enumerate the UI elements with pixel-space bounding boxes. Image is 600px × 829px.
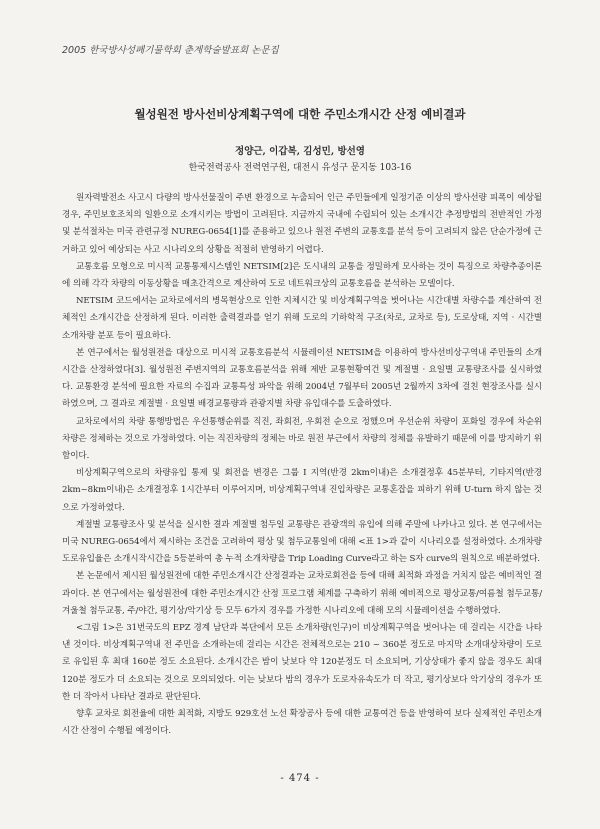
page-number: - 474 - [280,773,320,784]
body-paragraph-1: 원자력발전소 사고시 다량의 방사선물질이 주변 환경으로 누출되어 인근 주민들에게 일정기준 이상의 방사선량 피폭이 예상될 경우, 주민보호조치의 일환으로 소개시키는 방법이 고려된다. 지금까지 국내에 수립되어 있는 소개시간 추정방법의 전반적인 가정 및 분석절차는 미국 관련규정 NUREG-0654[1]를 준용하고 있으나 원전 주변의 교통호를 분석 등이 고려되지 않은 단순가정에 근거하고 있어 예상되는 사고 시나리오의 상황을 적절히 반영하기 어렵다. [62,193,542,255]
body-paragraph-8: 본 논문에서 제시된 월성원전에 대한 주민소개시간 산정결과는 교차로회전을 등에 대해 최적화 과정을 거치지 않은 예비적인 결과이다. 본 연구에서는 월성원전에 대한 주민소개시간 산정 프로그램 체계를 구축하기 위해 예비적으로 평상교통/여름철 첨두교통/겨울철 첨두교통, 주/야간, 평기상/악기상 등 모두 6가지 경우를 가정한 시나리오에 대해 모의 시뮬레이션을 수행하였다. [62,571,542,616]
body-paragraph-10: 향후 교차로 회전율에 대한 최적화, 지방도 929호선 노선 확장공사 등에 대한 교통여건 등을 반영하여 보다 실제적인 주민소개시간 산정이 수행될 예정이다. [62,709,542,737]
affiliation: 한국전력공사 전력연구원, 대전시 유성구 문지동 103-16 [188,163,412,173]
body-paragraph-3: NETSIM 코드에서는 교차로에서의 병목현상으로 인한 지체시간 및 비상계획구역을 벗어나는 시간대별 차량수를 계산하여 전체적인 소개시간을 산정하게 된다. 이러한 출력결과를 얻기 위해 도로의 기하학적 구조(차로, 교차로 등), 도로상태, 지역 · 시간별 소개차량 분포 등이 필요하다. [62,296,542,341]
running-header: 2005 한국방사성폐기물학회 춘계학술발표회 논문집 [62,45,279,56]
body-paragraph-7: 계절별 교통량조사 및 분석을 실시한 결과 계절별 첨두일 교통량은 관광객의 유입에 의해 주말에 나카나고 있다. 본 연구에서는 미국 NUREG-0654에서 제시하는 조건을 고려하여 평상 및 첨두교통일에 대해 <표 1>과 같이 시나리오를 설정하였다. 소개차량 도로유입율은 소개시작시간을 5등분하여 총 누적 소개차량을 Trip Loading Curve라고 하는 S자 curve의 원칙으로 배분하였다. [62,519,542,565]
body-paragraph-5: 교차로에서의 차량 통행방법은 우선통행순위를 직진, 좌회전, 우회전 순으로 정했으며 우선순위 차량이 포화일 경우에 차순위 차량은 정체하는 것으로 가정하였다. 이는 직진차량의 정체는 바로 원전 부근에서 차량의 정체를 유발하기 때문에 이를 방지하기 위함이다. [62,416,542,462]
body-paragraph-6: 비상계획구역으로의 차량유입 통제 및 회전을 변경은 그룹 I 지역(반경 2km이내)은 소개결정후 45분부터, 기타지역(반경 2km~8km이내)은 소개결정후 1시간부터 이루어지며, 비상계획구역내 진입차량은 교통혼잡을 피하기 위해 U-turn 하지 않는 것으로 가정하였다. [62,468,542,513]
body-paragraph-9: <그림 1>은 31번국도의 EPZ 경계 남단과 북단에서 모든 소개차량(인구)이 비상계획구역을 벗어나는 데 걸리는 시간을 나타낸 것이다. 비상계획구역내 전 주민을 소개하는데 걸리는 시간은 전체적으로는 210 ~ 360분 정도로 마지막 소개대상차량이 도로로 유입된 후 최대 160분 정도 소요된다. 소개시간은 밤이 낮보다 약 120분정도 더 소요되며, 기상상태가 좋지 않을 경우도 최대 120분 정도가 더 소요되는 것으로 모의되었다. 이는 낮보다 밤의 경우가 도로자유속도가 더 작고, 평기상보다 악기상의 경우가 또한 더 작아서 나타난 결과로 판단된다. [62,623,542,702]
paper-title: 월성원전 방사선비상계획구역에 대한 주민소개시간 산정 예비결과 [134,107,466,121]
abstract-body [62,190,542,741]
author-list: 정양근, 이갑복, 김성민, 방선영 [235,146,365,157]
body-paragraph-4: 본 연구에서는 월성원전을 대상으로 미시적 교통호름분석 시뮬레이션 NETSIM을 이용하여 방사선비상구역내 주민들의 소개시간을 산정하였다[3]. 월성원전 주변지역의 교통호름분석을 위해 제반 교통현황여건 및 계절별 · 요일별 교통량조사를 실시하였다. 교통환경 분석에 필요한 자료의 수집과 교통특성 파악을 위해 2004년 7월부터 2005년 2월까지 3차에 걸친 현장조사를 실시하였으며, 그 결과로 계절별 · 요일별 배경교통량과 관광지별 차량 유입대수를 도출하였다. [62,347,542,410]
body-paragraph-2: 교통호름 모형으로 미시적 교통통제시스템인 NETSIM[2]은 도시내의 교통을 정밀하게 모사하는 것이 특징으로 차량추종이론에 의해 각각 차량의 이동상황을 매초간격으로 계산하여 도로 네트워크상의 교통호름을 분석하는 모델이다. [62,261,542,290]
